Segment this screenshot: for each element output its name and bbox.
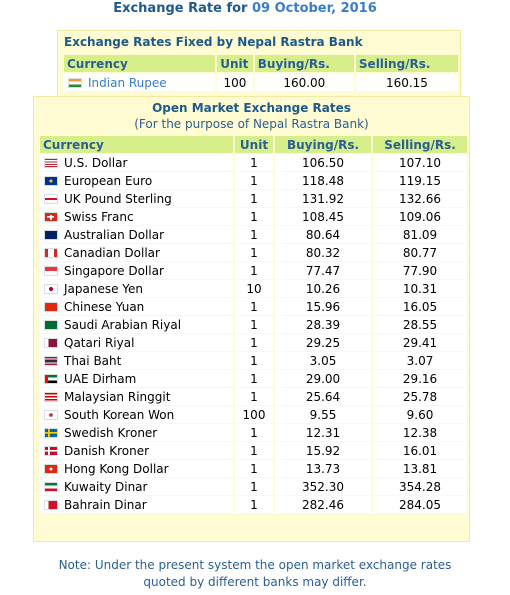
col-buying: Buying/Rs. (275, 136, 371, 153)
buying-cell: 15.92 (275, 442, 371, 459)
currency-cell (40, 442, 233, 459)
fixed-header-row (64, 55, 458, 72)
unit-cell: 1 (235, 298, 273, 315)
unit-cell: 1 (235, 316, 273, 333)
fixed-rates-heading: Exchange Rates Fixed by Nepal Rastra Bank (64, 35, 363, 49)
buying-cell: 106.50 (275, 154, 371, 171)
kr-flag-icon (44, 410, 58, 420)
eu-flag-icon (44, 176, 58, 186)
unit-cell: 1 (235, 334, 273, 351)
unit-cell: 1 (235, 424, 273, 441)
se-flag-icon (44, 428, 58, 438)
currency-name: Hong Kong Dollar (64, 461, 169, 476)
unit-cell: 1 (235, 172, 273, 189)
unit-cell: 100 (235, 406, 273, 423)
currency-cell (40, 280, 233, 297)
currency-name: Danish Kroner (64, 443, 150, 458)
selling-cell: 29.16 (373, 370, 467, 387)
buying-cell: 352.30 (275, 478, 371, 495)
buying-cell: 9.55 (275, 406, 371, 423)
unit-cell: 100 (217, 74, 253, 91)
currency-name: Swedish Kroner (64, 425, 158, 440)
table-row (40, 262, 467, 279)
buying-cell: 13.73 (275, 460, 371, 477)
selling-cell: 12.38 (373, 424, 467, 441)
buying-cell: 131.92 (275, 190, 371, 207)
buying-cell: 3.05 (275, 352, 371, 369)
unit-cell: 1 (235, 208, 273, 225)
selling-cell: 132.66 (373, 190, 467, 207)
buying-cell: 80.64 (275, 226, 371, 243)
currency-cell (40, 316, 233, 333)
table-row (40, 244, 467, 261)
table-row (40, 154, 467, 171)
table-row (40, 208, 467, 225)
currency-cell (40, 478, 233, 495)
buying-cell: 25.64 (275, 388, 371, 405)
table-row (40, 496, 467, 513)
th-flag-icon (44, 356, 58, 366)
currency-name: European Euro (64, 173, 153, 188)
buying-cell: 282.46 (275, 496, 371, 513)
table-row (40, 226, 467, 243)
selling-cell: 119.15 (373, 172, 467, 189)
currency-name: U.S. Dollar (64, 155, 128, 170)
sg-flag-icon (44, 266, 58, 276)
au-flag-icon (44, 230, 58, 240)
currency-cell (40, 298, 233, 315)
currency-name: Malaysian Ringgit (64, 389, 171, 404)
page-title (0, 0, 490, 18)
selling-cell: 160.15 (356, 74, 458, 91)
table-row (40, 424, 467, 441)
open-market-subheading: (For the purpose of Nepal Rastra Bank) (134, 117, 369, 131)
buying-cell: 29.25 (275, 334, 371, 351)
table-row (40, 316, 467, 333)
ae-flag-icon (44, 374, 58, 384)
dk-flag-icon (44, 446, 58, 456)
currency-name: Chinese Yuan (64, 299, 145, 314)
cn-flag-icon (44, 302, 58, 312)
table-row (40, 442, 467, 459)
buying-cell: 77.47 (275, 262, 371, 279)
us-flag-icon (44, 158, 58, 168)
selling-cell: 29.41 (373, 334, 467, 351)
my-flag-icon (44, 392, 58, 402)
currency-name: Swiss Franc (64, 209, 134, 224)
selling-cell: 16.01 (373, 442, 467, 459)
ch-flag-icon (44, 212, 58, 222)
unit-cell: 1 (235, 370, 273, 387)
unit-cell: 1 (235, 478, 273, 495)
buying-cell: 15.96 (275, 298, 371, 315)
selling-cell: 25.78 (373, 388, 467, 405)
unit-cell: 1 (235, 244, 273, 261)
currency-name: Qatari Riyal (64, 335, 135, 350)
col-unit: Unit (235, 136, 273, 153)
ca-flag-icon (44, 248, 58, 258)
note-line-2: quoted by different banks may differ. (143, 575, 367, 589)
unit-cell: 1 (235, 262, 273, 279)
unit-cell: 1 (235, 154, 273, 171)
selling-cell: 28.55 (373, 316, 467, 333)
currency-name: Japanese Yen (64, 281, 144, 296)
currency-name: Kuwaity Dinar (64, 479, 148, 494)
note-line-1: Note: Under the present system the open market exchange rates (58, 558, 452, 572)
currency-cell (40, 460, 233, 477)
table-row (40, 406, 467, 423)
currency-cell (40, 190, 233, 207)
currency-cell (40, 406, 233, 423)
currency-cell (40, 388, 233, 405)
currency-cell (40, 154, 233, 171)
table-row (40, 478, 467, 495)
buying-cell: 10.26 (275, 280, 371, 297)
unit-cell: 1 (235, 442, 273, 459)
col-selling: Selling/Rs. (356, 55, 458, 72)
fixed-rates-panel (57, 30, 461, 98)
buying-cell: 108.45 (275, 208, 371, 225)
currency-name: UK Pound Sterling (64, 191, 172, 206)
col-selling: Selling/Rs. (373, 136, 467, 153)
open-market-panel (33, 96, 470, 542)
currency-cell (40, 244, 233, 261)
unit-cell: 1 (235, 496, 273, 513)
currency-name: Indian Rupee (88, 75, 167, 90)
unit-cell: 1 (235, 226, 273, 243)
currency-cell (40, 226, 233, 243)
table-row (64, 74, 458, 91)
sa-flag-icon (44, 320, 58, 330)
unit-cell: 1 (235, 388, 273, 405)
selling-cell: 16.05 (373, 298, 467, 315)
table-row (40, 352, 467, 369)
selling-cell: 80.77 (373, 244, 467, 261)
open-header-row (40, 136, 467, 153)
currency-name: Australian Dollar (64, 227, 165, 242)
unit-cell: 1 (235, 190, 273, 207)
selling-cell: 9.60 (373, 406, 467, 423)
bh-flag-icon (44, 500, 58, 510)
buying-cell: 118.48 (275, 172, 371, 189)
currency-name: Thai Baht (64, 353, 122, 368)
hk-flag-icon (44, 464, 58, 474)
unit-cell: 1 (235, 352, 273, 369)
currency-cell (40, 172, 233, 189)
currency-name: UAE Dirham (64, 371, 137, 386)
currency-cell (40, 496, 233, 513)
currency-cell (40, 262, 233, 279)
qa-flag-icon (44, 338, 58, 348)
buying-cell: 12.31 (275, 424, 371, 441)
selling-cell: 13.81 (373, 460, 467, 477)
selling-cell: 10.31 (373, 280, 467, 297)
table-row (40, 370, 467, 387)
currency-cell (40, 352, 233, 369)
open-market-table (38, 135, 469, 514)
buying-cell: 28.39 (275, 316, 371, 333)
selling-cell: 77.90 (373, 262, 467, 279)
currency-name: Saudi Arabian Riyal (64, 317, 182, 332)
table-row (40, 298, 467, 315)
col-currency: Currency (64, 55, 215, 72)
currency-cell (64, 74, 215, 91)
selling-cell: 107.10 (373, 154, 467, 171)
currency-name: Canadian Dollar (64, 245, 160, 260)
currency-cell (40, 370, 233, 387)
currency-name: South Korean Won (64, 407, 175, 422)
table-row (40, 460, 467, 477)
gb-flag-icon (44, 194, 58, 204)
currency-cell (40, 424, 233, 441)
table-row (40, 280, 467, 297)
table-row (40, 172, 467, 189)
unit-cell: 10 (235, 280, 273, 297)
kw-flag-icon (44, 482, 58, 492)
selling-cell: 3.07 (373, 352, 467, 369)
table-row (40, 334, 467, 351)
buying-cell: 29.00 (275, 370, 371, 387)
currency-cell (40, 334, 233, 351)
currency-cell (40, 208, 233, 225)
selling-cell: 109.06 (373, 208, 467, 225)
currency-name: Singapore Dollar (64, 263, 164, 278)
table-row (40, 190, 467, 207)
buying-cell: 80.32 (275, 244, 371, 261)
selling-cell: 284.05 (373, 496, 467, 513)
buying-cell: 160.00 (255, 74, 354, 91)
title-date: 09 October, 2016 (251, 1, 377, 16)
jp-flag-icon (44, 284, 58, 294)
india-flag-icon (68, 78, 82, 88)
table-row (40, 388, 467, 405)
selling-cell: 81.09 (373, 226, 467, 243)
open-market-heading: Open Market Exchange Rates (152, 101, 351, 115)
col-buying: Buying/Rs. (255, 55, 354, 72)
disclaimer-note (0, 557, 510, 591)
currency-name: Bahrain Dinar (64, 497, 147, 512)
unit-cell: 1 (235, 460, 273, 477)
fixed-rates-table (62, 53, 460, 93)
col-unit: Unit (217, 55, 253, 72)
selling-cell: 354.28 (373, 478, 467, 495)
col-currency: Currency (40, 136, 233, 153)
title-prefix: Exchange Rate for (113, 1, 248, 16)
